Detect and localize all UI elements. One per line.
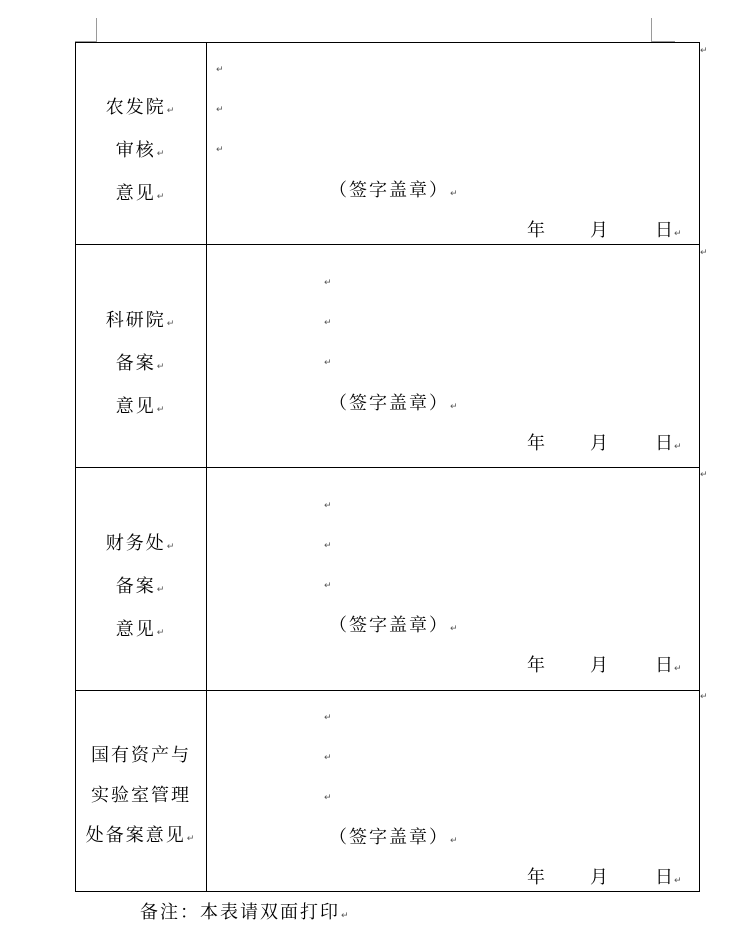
date-year: 年 bbox=[527, 433, 545, 454]
label-cell bbox=[76, 468, 207, 691]
label-line: 农发院 bbox=[105, 97, 166, 118]
return-mark-icon: ↵ bbox=[700, 248, 708, 258]
label-line: 实验室管理 bbox=[91, 785, 191, 806]
date-day-text: 日 bbox=[655, 433, 673, 454]
seal-text: （签字盖章） bbox=[329, 827, 449, 848]
date-month: 月 bbox=[590, 867, 608, 888]
return-mark-icon: ↵ bbox=[700, 692, 708, 702]
opinion-cell[interactable] bbox=[207, 245, 700, 468]
return-mark-icon: ↵ bbox=[156, 149, 167, 159]
footnote bbox=[140, 898, 351, 924]
table-row bbox=[76, 691, 700, 892]
seal-text: （签字盖章） bbox=[329, 180, 449, 201]
return-mark-icon: ↵ bbox=[674, 876, 682, 886]
row-label bbox=[76, 524, 206, 653]
return-mark-icon: ↵ bbox=[166, 542, 177, 552]
return-mark-icon: ↵ bbox=[216, 65, 224, 75]
approval-form-table bbox=[75, 42, 700, 892]
return-mark-icon: ↵ bbox=[450, 836, 460, 846]
row-label bbox=[76, 736, 206, 859]
seal-label bbox=[329, 176, 460, 202]
table-row bbox=[76, 468, 700, 691]
return-mark-icon: ↵ bbox=[324, 793, 332, 803]
date-day bbox=[655, 216, 682, 242]
return-mark-icon: ↵ bbox=[450, 402, 460, 412]
return-mark-icon: ↵ bbox=[324, 541, 332, 551]
return-mark-icon: ↵ bbox=[341, 911, 351, 921]
seal-label bbox=[329, 611, 460, 637]
return-mark-icon: ↵ bbox=[156, 405, 167, 415]
seal-text: （签字盖章） bbox=[329, 393, 449, 414]
return-mark-icon: ↵ bbox=[216, 145, 224, 155]
label-line: 备案 bbox=[115, 576, 156, 597]
return-mark-icon: ↵ bbox=[324, 318, 332, 328]
return-mark-icon: ↵ bbox=[166, 319, 177, 329]
return-mark-icon: ↵ bbox=[324, 753, 332, 763]
label-line: 国有资产与 bbox=[91, 745, 191, 766]
return-mark-icon: ↵ bbox=[166, 106, 177, 116]
label-line: 意见 bbox=[115, 183, 156, 204]
label-line: 财务处 bbox=[105, 533, 166, 554]
table-row bbox=[76, 43, 700, 245]
crop-mark-right bbox=[651, 18, 652, 42]
return-mark-icon: ↵ bbox=[156, 192, 167, 202]
return-mark-icon: ↵ bbox=[674, 229, 682, 239]
return-mark-icon: ↵ bbox=[186, 834, 197, 844]
date-day bbox=[655, 651, 682, 677]
date-day bbox=[655, 429, 682, 455]
return-mark-icon: ↵ bbox=[450, 189, 460, 199]
date-day-text: 日 bbox=[655, 867, 673, 888]
return-mark-icon: ↵ bbox=[674, 442, 682, 452]
opinion-cell[interactable] bbox=[207, 43, 700, 245]
seal-text: （签字盖章） bbox=[329, 615, 449, 636]
row-label bbox=[76, 301, 206, 430]
return-mark-icon: ↵ bbox=[324, 713, 332, 723]
date-day bbox=[655, 863, 682, 889]
return-mark-icon: ↵ bbox=[216, 105, 224, 115]
seal-label bbox=[329, 823, 460, 849]
label-line: 处备案意见 bbox=[85, 825, 186, 846]
seal-label bbox=[329, 389, 460, 415]
label-line: 意见 bbox=[115, 619, 156, 640]
label-cell bbox=[76, 245, 207, 468]
return-mark-icon: ↵ bbox=[674, 664, 682, 674]
return-mark-icon: ↵ bbox=[324, 358, 332, 368]
date-year: 年 bbox=[527, 220, 545, 241]
label-cell bbox=[76, 43, 207, 245]
return-mark-icon: ↵ bbox=[324, 581, 332, 591]
return-mark-icon: ↵ bbox=[450, 624, 460, 634]
crop-mark-left bbox=[96, 18, 97, 42]
return-mark-icon: ↵ bbox=[324, 278, 332, 288]
date-year: 年 bbox=[527, 867, 545, 888]
label-cell bbox=[76, 691, 207, 892]
row-label bbox=[76, 88, 206, 217]
return-mark-icon: ↵ bbox=[700, 46, 708, 56]
label-line: 审核 bbox=[115, 140, 156, 161]
return-mark-icon: ↵ bbox=[700, 470, 708, 480]
return-mark-icon: ↵ bbox=[156, 585, 167, 595]
return-mark-icon: ↵ bbox=[156, 628, 167, 638]
date-month: 月 bbox=[590, 220, 608, 241]
label-line: 科研院 bbox=[105, 310, 166, 331]
date-day-text: 日 bbox=[655, 220, 673, 241]
label-line: 备案 bbox=[115, 353, 156, 374]
return-mark-icon: ↵ bbox=[324, 501, 332, 511]
opinion-cell[interactable] bbox=[207, 468, 700, 691]
table-row bbox=[76, 245, 700, 468]
date-year: 年 bbox=[527, 655, 545, 676]
date-month: 月 bbox=[590, 433, 608, 454]
footnote-text: 备注：本表请双面打印 bbox=[140, 902, 340, 923]
label-line: 意见 bbox=[115, 396, 156, 417]
date-month: 月 bbox=[590, 655, 608, 676]
opinion-cell[interactable] bbox=[207, 691, 700, 892]
date-day-text: 日 bbox=[655, 655, 673, 676]
return-mark-icon: ↵ bbox=[156, 362, 167, 372]
